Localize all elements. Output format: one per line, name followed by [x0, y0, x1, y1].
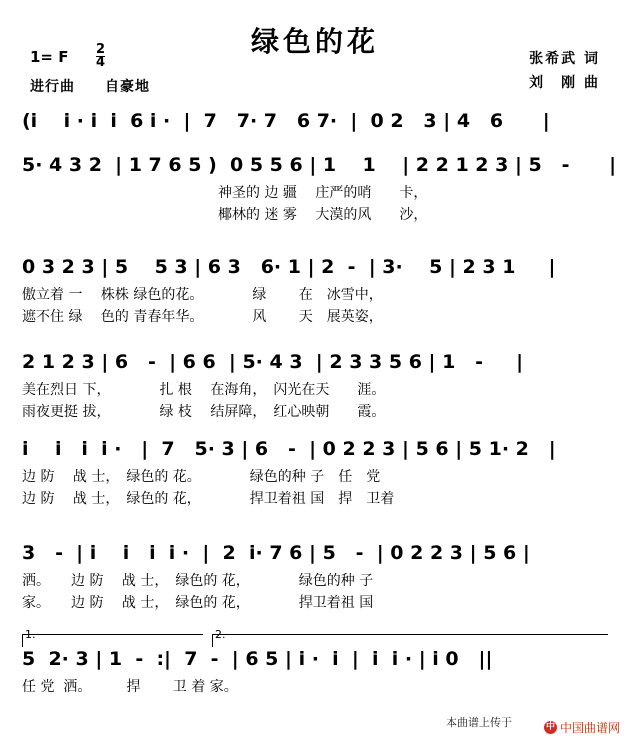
- lyric-line-verse1: 洒。 边 防 战 士， 绿色的 花， 绿色的种 子: [22, 573, 374, 589]
- site-brand[interactable]: [544, 719, 620, 736]
- time-signature-numerator: 2: [96, 42, 106, 57]
- composer-credit: 刘 刚 曲: [529, 75, 600, 91]
- music-system-7: [22, 628, 612, 698]
- music-system-3: [22, 250, 612, 328]
- notation-line: 3 - | i i i i · | 2 i· 7 6 | 5 - | 0 2 2 3 | 5 6 |: [22, 542, 530, 564]
- music-system-1: [22, 104, 612, 138]
- lyric-line-verse1: 美在烈日 下， 扎 根 在海角， 闪光在天 涯。: [22, 382, 386, 398]
- lyric-line-verse2: 遮不住 绿 色的 青春年华。 风 天 展英姿，: [22, 309, 383, 325]
- music-system-4: [22, 345, 612, 423]
- music-system-5: [22, 432, 612, 510]
- notation-line: 2 1 2 3 | 6 - | 6 6 | 5· 4 3 | 2 3 3 5 6 | 1 - |: [22, 351, 524, 373]
- lyric-line-verse1: 神圣的 边 疆 庄严的哨 卡，: [22, 185, 428, 201]
- volta-2-label: 2.: [215, 628, 226, 641]
- notation-line: 0 3 2 3 | 5 5 3 | 6 3 6· 1 | 2 - | 3· 5 | 2 3 1 |: [22, 256, 556, 278]
- key-signature: 1= F: [30, 48, 69, 66]
- lyric-line-verse1: 边 防 战 士， 绿色的 花。 绿色的种 子 任 党: [22, 469, 381, 485]
- lyric-line-verse1: 傲立着 一 株株 绿色的花。 绿 在 冰雪中，: [22, 287, 383, 303]
- music-system-2: [22, 148, 617, 226]
- notation-line: 5 2· 3 | 1 - :| 7 - | 6 5 | i · i | i i · | i 0 ||: [22, 648, 493, 670]
- lyric-line-verse2: 雨夜更挺 拔， 绿 枝 结屏障， 红心映朝 霞。: [22, 404, 386, 420]
- lyricist-credit: 张希武 词: [529, 51, 600, 67]
- lyric-line-verse1: 任 党 洒。 捍 卫 着 家。: [22, 679, 238, 695]
- music-system-6: [22, 536, 612, 614]
- notation-line: i i i i · | 7 5· 3 | 6 - | 0 2 2 3 | 5 6 | 5 1· 2 |: [22, 438, 556, 460]
- page-title: 绿色的花: [250, 25, 379, 58]
- lyric-line-verse2: 家。 边 防 战 士， 绿色的 花， 捍卫着祖 国: [22, 595, 374, 611]
- expression-marking: 自豪地: [105, 79, 150, 95]
- brand-name: 中国曲谱网: [559, 721, 620, 735]
- time-signature: [96, 44, 105, 69]
- tempo-marking: 进行曲: [30, 79, 75, 95]
- notation-line: (i i · i i 6 i · | 7 7· 7 6 7· | 0 2 3 | 4 6 |: [22, 110, 550, 132]
- upload-note: 本曲谱上传于: [446, 716, 512, 729]
- notation-line: 5· 4 3 2 | 1 7 6 5 ) 0 5 5 6 | 1 1 | 2 2 1 2 3 | 5 - |: [22, 154, 617, 176]
- volta-1-label: 1.: [25, 628, 36, 641]
- lyric-line-verse2: 椰林的 迷 雾 大漠的风 沙，: [22, 207, 428, 223]
- lyric-line-verse2: 边 防 战 士， 绿色的 花， 捍卫着祖 国 捍 卫着: [22, 491, 395, 507]
- time-signature-denominator: 4: [96, 55, 106, 70]
- brand-logo-icon: 中: [545, 722, 555, 732]
